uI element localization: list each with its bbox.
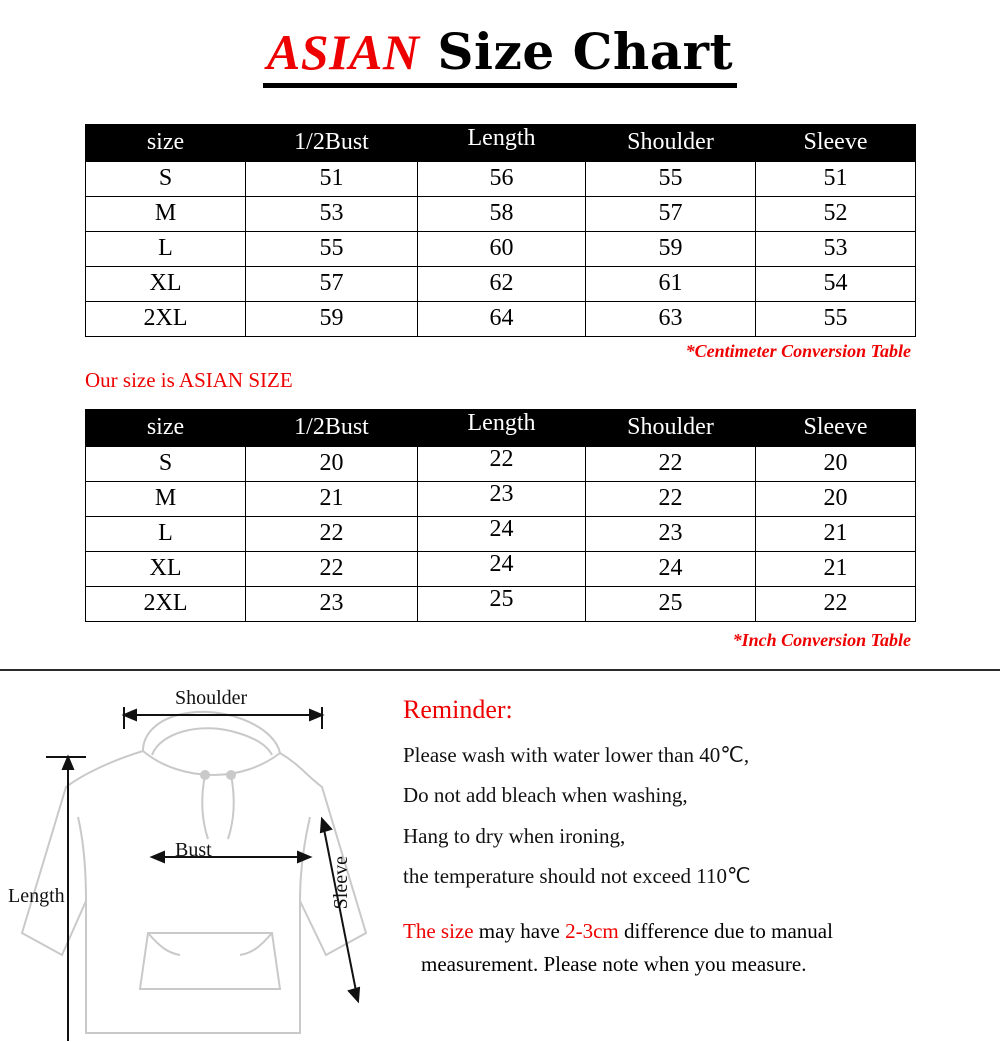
inch-conversion-caption: *Inch Conversion Table bbox=[732, 629, 911, 650]
label-sleeve: Sleeve bbox=[330, 855, 352, 909]
reminder-line: Please wash with water lower than 40℃, bbox=[403, 742, 750, 767]
cell-bust: 22 bbox=[246, 516, 418, 551]
cell-bust: 53 bbox=[246, 196, 418, 231]
cell-bust: 59 bbox=[246, 301, 418, 336]
cell-length: 24 bbox=[418, 516, 586, 551]
garment-diagram bbox=[0, 671, 395, 1041]
size-warning-text-a: may have bbox=[473, 918, 566, 943]
size-warning-line-1 bbox=[403, 915, 980, 949]
cell-length: 25 bbox=[418, 586, 586, 621]
cell-shoulder: 25 bbox=[586, 586, 756, 621]
cell-sleeve: 54 bbox=[756, 266, 916, 301]
column-header-length: Length bbox=[418, 124, 586, 161]
cell-size: M bbox=[86, 481, 246, 516]
size-warning-line-2: measurement. Please note when you measure. bbox=[421, 952, 807, 977]
table-row bbox=[86, 301, 916, 336]
title-highlight: ASIAN bbox=[266, 24, 420, 80]
reminder-title: Reminder: bbox=[403, 694, 513, 724]
asian-size-note: Our size is ASIAN SIZE bbox=[85, 367, 293, 392]
cell-length: 60 bbox=[418, 231, 586, 266]
cell-shoulder: 22 bbox=[586, 481, 756, 516]
cell-bust: 22 bbox=[246, 551, 418, 586]
cell-shoulder: 55 bbox=[586, 161, 756, 196]
centimeter-size-table bbox=[85, 124, 916, 337]
label-bust: Bust bbox=[175, 838, 212, 861]
cell-shoulder: 59 bbox=[586, 231, 756, 266]
cell-size: 2XL bbox=[86, 301, 246, 336]
table-row bbox=[86, 586, 916, 621]
cell-sleeve: 51 bbox=[756, 161, 916, 196]
cell-bust: 23 bbox=[246, 586, 418, 621]
label-length: Length bbox=[8, 884, 65, 907]
table-row bbox=[86, 266, 916, 301]
table-header-row bbox=[86, 124, 916, 161]
cell-size: M bbox=[86, 196, 246, 231]
cell-length: 58 bbox=[418, 196, 586, 231]
inch-table-block bbox=[85, 409, 915, 622]
column-header-sleeve: Sleeve bbox=[756, 409, 916, 446]
centimeter-table-block bbox=[85, 124, 915, 337]
size-warning bbox=[403, 915, 980, 982]
column-header-bust: 1/2Bust bbox=[246, 409, 418, 446]
size-warning-tolerance: 2-3cm bbox=[565, 918, 619, 943]
table-row bbox=[86, 231, 916, 266]
column-header-bust: 1/2Bust bbox=[246, 124, 418, 161]
cell-length: 64 bbox=[418, 301, 586, 336]
cell-shoulder: 63 bbox=[586, 301, 756, 336]
cell-sleeve: 20 bbox=[756, 481, 916, 516]
lower-section bbox=[0, 671, 1000, 1041]
cell-bust: 21 bbox=[246, 481, 418, 516]
cell-sleeve: 21 bbox=[756, 551, 916, 586]
cell-bust: 57 bbox=[246, 266, 418, 301]
table-row bbox=[86, 161, 916, 196]
table-row bbox=[86, 481, 916, 516]
column-header-size: size bbox=[86, 409, 246, 446]
cell-size: S bbox=[86, 161, 246, 196]
title-container bbox=[0, 0, 1000, 88]
centimeter-caption-wrap bbox=[85, 341, 915, 362]
cell-sleeve: 21 bbox=[756, 516, 916, 551]
table-row bbox=[86, 446, 916, 481]
cell-shoulder: 57 bbox=[586, 196, 756, 231]
reminder-line: Do not add bleach when washing, bbox=[403, 783, 688, 808]
inch-caption-wrap bbox=[85, 630, 915, 651]
title-rest: Size Chart bbox=[419, 22, 734, 81]
reminder-line: Hang to dry when ironing, bbox=[403, 823, 626, 848]
cell-size: XL bbox=[86, 266, 246, 301]
cell-bust: 20 bbox=[246, 446, 418, 481]
table-header-row bbox=[86, 409, 916, 446]
column-header-length: Length bbox=[418, 409, 586, 446]
column-header-size: size bbox=[86, 124, 246, 161]
cell-sleeve: 53 bbox=[756, 231, 916, 266]
table-row bbox=[86, 551, 916, 586]
reminder-line: the temperature should not exceed 110℃ bbox=[403, 864, 751, 889]
inch-size-table bbox=[85, 409, 916, 622]
cell-shoulder: 22 bbox=[586, 446, 756, 481]
table-row bbox=[86, 516, 916, 551]
cell-size: S bbox=[86, 446, 246, 481]
page-title bbox=[263, 22, 737, 88]
cell-sleeve: 20 bbox=[756, 446, 916, 481]
cell-bust: 51 bbox=[246, 161, 418, 196]
column-header-sleeve: Sleeve bbox=[756, 124, 916, 161]
cell-size: L bbox=[86, 516, 246, 551]
cell-length: 23 bbox=[418, 481, 586, 516]
cell-shoulder: 61 bbox=[586, 266, 756, 301]
reminder-panel bbox=[395, 671, 1000, 1041]
table-row bbox=[86, 196, 916, 231]
centimeter-conversion-caption: *Centimeter Conversion Table bbox=[685, 340, 911, 361]
cell-size: XL bbox=[86, 551, 246, 586]
column-header-shoulder: Shoulder bbox=[586, 409, 756, 446]
cell-sleeve: 52 bbox=[756, 196, 916, 231]
cell-size: L bbox=[86, 231, 246, 266]
cell-shoulder: 24 bbox=[586, 551, 756, 586]
label-shoulder: Shoulder bbox=[175, 686, 248, 709]
cell-size: 2XL bbox=[86, 586, 246, 621]
cell-sleeve: 55 bbox=[756, 301, 916, 336]
cell-length: 62 bbox=[418, 266, 586, 301]
cell-length: 22 bbox=[418, 446, 586, 481]
cell-sleeve: 22 bbox=[756, 586, 916, 621]
size-warning-text-b: difference due to manual bbox=[618, 918, 833, 943]
cell-length: 56 bbox=[418, 161, 586, 196]
cell-shoulder: 23 bbox=[586, 516, 756, 551]
cell-length: 24 bbox=[418, 551, 586, 586]
cell-bust: 55 bbox=[246, 231, 418, 266]
size-warning-emphasis: The size bbox=[403, 918, 474, 943]
column-header-shoulder: Shoulder bbox=[586, 124, 756, 161]
